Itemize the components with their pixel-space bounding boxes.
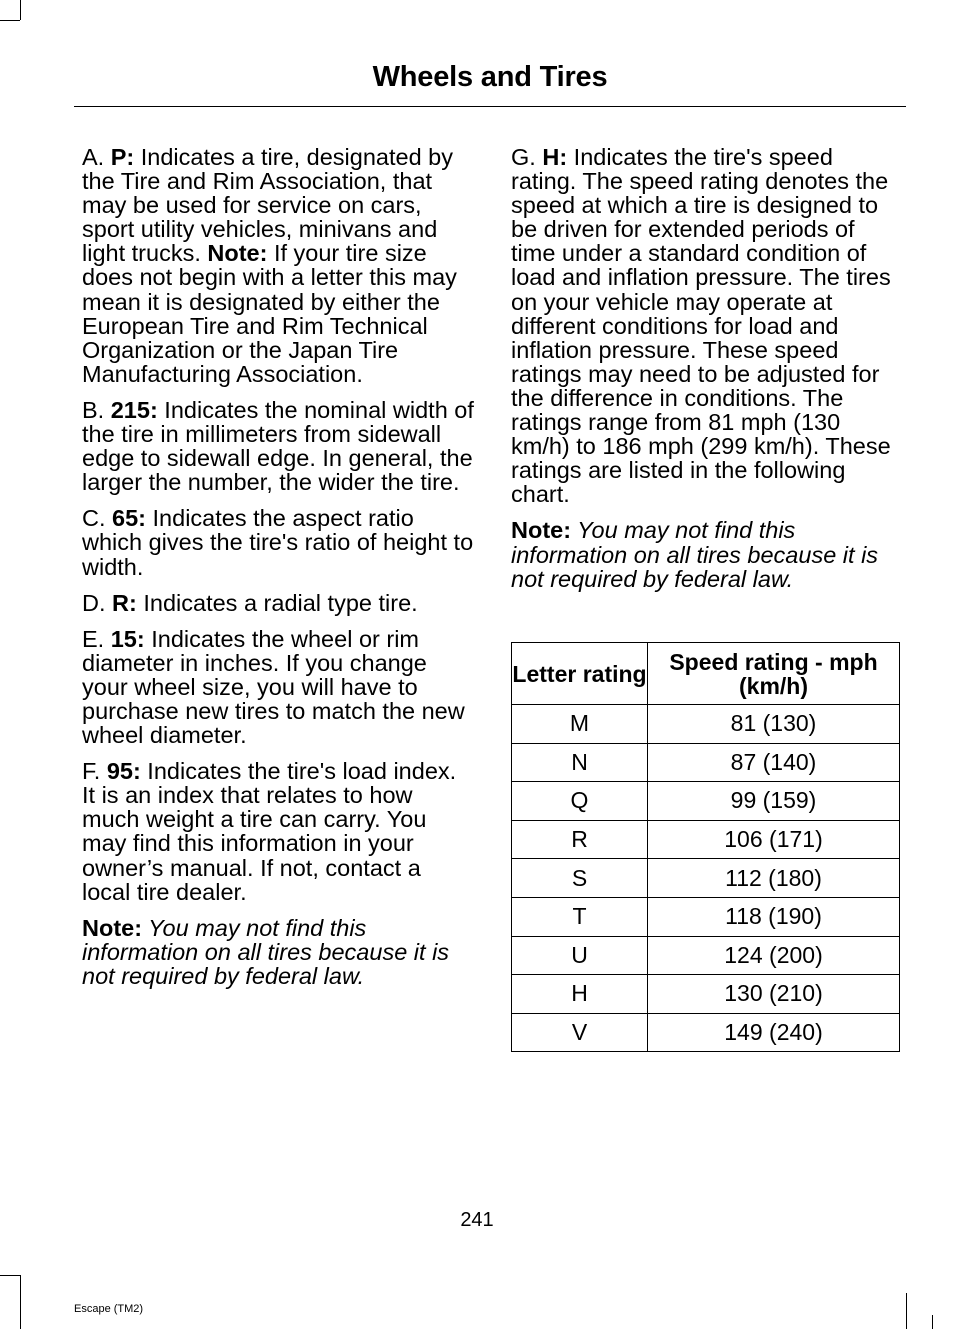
item-g: G. H: Indicates the tire's speed rating. The speed rating denotes the speed at which a tire is designed to be driven for extended periods of time under a standard condition of load and inflation pressure. The tires on your vehicle may operate at different conditions for load and inflation pressure. These speed ratings may need to be adjusted for the difference in conditions. The ratings range from 81 mph (130 km/h) to 186 mph (299 km/h). These ratings are listed in the following chart.: [511, 144, 891, 508]
header-letter-rating: Letter rating: [512, 643, 648, 705]
letter-cell: R: [512, 820, 648, 859]
table-row: [512, 897, 900, 936]
item-f: F. 95: Indicates the tire's load index. It is an index that relates to how much weight a tire can carry. You may find this information in your owner’s manual. If not, contact a local tire dealer.: [82, 758, 457, 905]
speed-cell: 118 (190): [648, 897, 900, 936]
crop-mark: [932, 1315, 933, 1329]
speed-cell: 149 (240): [648, 1013, 900, 1052]
table-row: [512, 743, 900, 782]
note-right: Note: You may not find this information on all tires because it is not required by federal law.: [511, 517, 879, 592]
table-row: [512, 705, 900, 744]
letter-cell: U: [512, 936, 648, 975]
page-number: 241: [460, 1209, 494, 1231]
speed-cell: 81 (130): [648, 705, 900, 744]
table-row: [512, 782, 900, 821]
speed-cell: 124 (200): [648, 936, 900, 975]
right-column: [511, 145, 903, 603]
letter-cell: N: [512, 743, 648, 782]
speed-cell: 99 (159): [648, 782, 900, 821]
table-row: [512, 859, 900, 898]
speed-cell: 130 (210): [648, 975, 900, 1014]
speed-cell: 87 (140): [648, 743, 900, 782]
item-e: E. 15: Indicates the wheel or rim diameter in inches. If you change your wheel size, you will have to purchase new tires to match the new wheel diameter.: [82, 625, 465, 749]
left-column: [82, 145, 474, 1000]
item-a: A. P: Indicates a tire, designated by the Tire and Rim Association, that may be used for service on cars, sport utility vehicles, minivans and light trucks. Note: If your tire size does not begin with a letter this may mean it is designated by either the European Tire and Rim Technical Organization or the Japan Tire Manufacturing Association.: [82, 144, 457, 387]
speed-rating-table: [511, 642, 900, 1052]
speed-cell: 106 (171): [648, 820, 900, 859]
crop-mark: [906, 1293, 907, 1329]
item-c: C. 65: Indicates the aspect ratio which gives the tire's ratio of height to width.: [82, 505, 474, 580]
letter-cell: V: [512, 1013, 648, 1052]
note-left: Note: You may not find this information on all tires because it is not required by federal law.: [82, 914, 450, 989]
header-divider: [74, 106, 906, 107]
table-row: [512, 820, 900, 859]
letter-cell: H: [512, 975, 648, 1014]
crop-mark: [0, 20, 20, 21]
crop-mark: [0, 1275, 20, 1276]
letter-cell: S: [512, 859, 648, 898]
header-speed-rating: Speed rating - mph (km/h): [648, 643, 900, 705]
item-b: B. 215: Indicates the nominal width of the tire in millimeters from sidewall edge to sidewall edge. In general, the larger the number, the wider the tire.: [82, 396, 474, 496]
footer-model-label: Escape (TM2): [74, 1303, 144, 1315]
table-row: [512, 1013, 900, 1052]
table-row: [512, 975, 900, 1014]
page-title: Wheels and Tires: [372, 61, 608, 93]
table-row: [512, 936, 900, 975]
crop-mark: [20, 0, 21, 20]
crop-mark: [20, 1275, 21, 1329]
letter-cell: Q: [512, 782, 648, 821]
item-d: D. R: Indicates a radial type tire.: [82, 589, 418, 616]
table-header-row: [512, 643, 900, 705]
letter-cell: M: [512, 705, 648, 744]
speed-cell: 112 (180): [648, 859, 900, 898]
letter-cell: T: [512, 897, 648, 936]
